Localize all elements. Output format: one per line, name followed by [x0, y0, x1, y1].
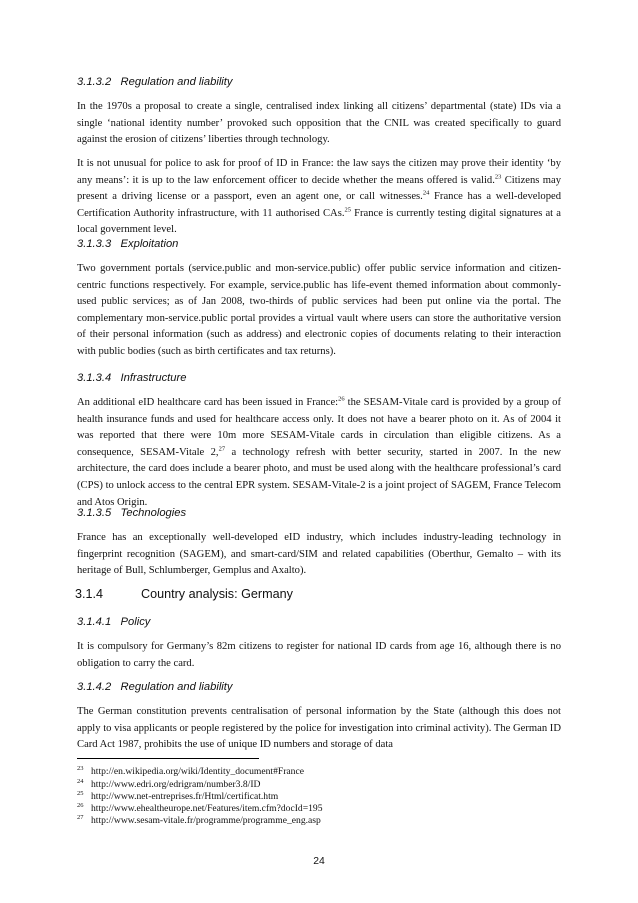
footnote-ref-24: 24 [422, 189, 430, 197]
footnote-ref-26: 26 [338, 395, 345, 403]
heading-3-1-4-1: 3.1.4.1 Policy [77, 616, 151, 628]
footnote-27: 27 http://www.sesam-vitale.fr/programme/programme_eng.asp [77, 813, 321, 826]
heading-3-1-3-4: 3.1.3.4 Infrastructure [77, 372, 187, 384]
heading-3-1-3-2: 3.1.3.2 Regulation and liability [77, 76, 233, 88]
footnote-26: 26 http://www.ehealtheurope.net/Features/item.cfm?docId=195 [77, 801, 323, 814]
footnote-divider [77, 758, 259, 759]
footnote-ref-23: 23 [494, 173, 502, 181]
footnote-24: 24 http://www.edri.org/edrigram/number3.8/ID [77, 777, 261, 790]
paragraph-exploitation: Two government portals (service.public and mon-service.public) offer public service information and citizen-centric functions respectively. For example, service.public has life-event themed information about commonly-used public services; as of Jan 2008, two-thirds of public services had been put online via the portal. The complementary mon-service.public portal provides a virtual vault where users can store the authoritative version of their personal information (such as address) and electronic copies of documents relating to their interaction with public bodies (such as birth certificates and tax returns). [77, 263, 561, 357]
footnote-25: 25 http://www.net-entreprises.fr/Html/certificat.htm [77, 789, 279, 802]
heading-3-1-4: 3.1.4 Country analysis: Germany [75, 587, 293, 601]
footnote-23: 23 http://en.wikipedia.org/wiki/Identity_document#France [77, 764, 304, 777]
paragraph-cnil-history: In the 1970s a proposal to create a single, centralised index linking all citizens’ departmental (state) IDs via a single ‘national identity number’ provoked such opposition that the CNIL was created specifically to guard against the erosion of citizens’ liberties through technology. [77, 101, 561, 146]
paragraph-policy: It is compulsory for Germany’s 82m citizens to register for national ID cards from age 16, although there is no obligation to carry the card. [77, 641, 561, 669]
footnote-ref-27: 27 [218, 445, 226, 453]
paragraph-proof-of-id: It is not unusual for police to ask for proof of ID in France: the law says the citizen may prove their identity ‘by any means’: it is up to the law enforcement officer to decide whether the means offered is valid.$^{23}$ Citizens may present a driving license or a passport, even an agent one, or call witnesses.$^{24}$ France has a well-developed Certification Authority infrastructure, with 11 authorised CAs.$^{25}$ France is currently testing digital signatures at a local government level. [77, 158, 561, 236]
heading-3-1-3-3: 3.1.3.3 Exploitation [77, 238, 179, 250]
paragraph-german-constitution: The German constitution prevents centralisation of personal information by the State (although this does not apply to visa applicants or people registered by the police for investigation into criminal activity). The German ID Card Act 1987, prohibits the use of unique ID numbers and storage of data [77, 706, 561, 751]
footnote-ref-25: 25 [344, 206, 351, 214]
heading-3-1-3-5: 3.1.3.5 Technologies [77, 507, 187, 519]
heading-3-1-4-2: 3.1.4.2 Regulation and liability [77, 681, 233, 693]
paragraph-technologies: France has an exceptionally well-developed eID industry, which includes industry-leading technology in fingerprint recognition (SAGEM), and smart-card/SIM and related capabilities (Oberthur, Gemalto – with its heritage of Bull, Schlumberger, Gemplus and Axalto). [77, 532, 561, 577]
page-number: 24 [313, 856, 325, 867]
paragraph-infrastructure: An additional eID healthcare card has been issued in France:$^{26}$ the SESAM-Vitale card is provided by a group of health insurance funds and used for healthcare access only. It does not have a bearer photo on it. As of 2004 it was reported that there were 10m more SESAM-Vitale cards in circulation than eligible citizens. As a consequence, SESAM-Vitale 2,27 a technology refresh with better security, started in 2007. In the new architecture, the card does include a bearer photo, and must be used along with the healthcare professional’s card (CPS) to unlock access to the central EPR system. SESAM-Vitale-2 is a joint project of SAGEM, France Telecom and Atos Origin. [77, 395, 562, 508]
